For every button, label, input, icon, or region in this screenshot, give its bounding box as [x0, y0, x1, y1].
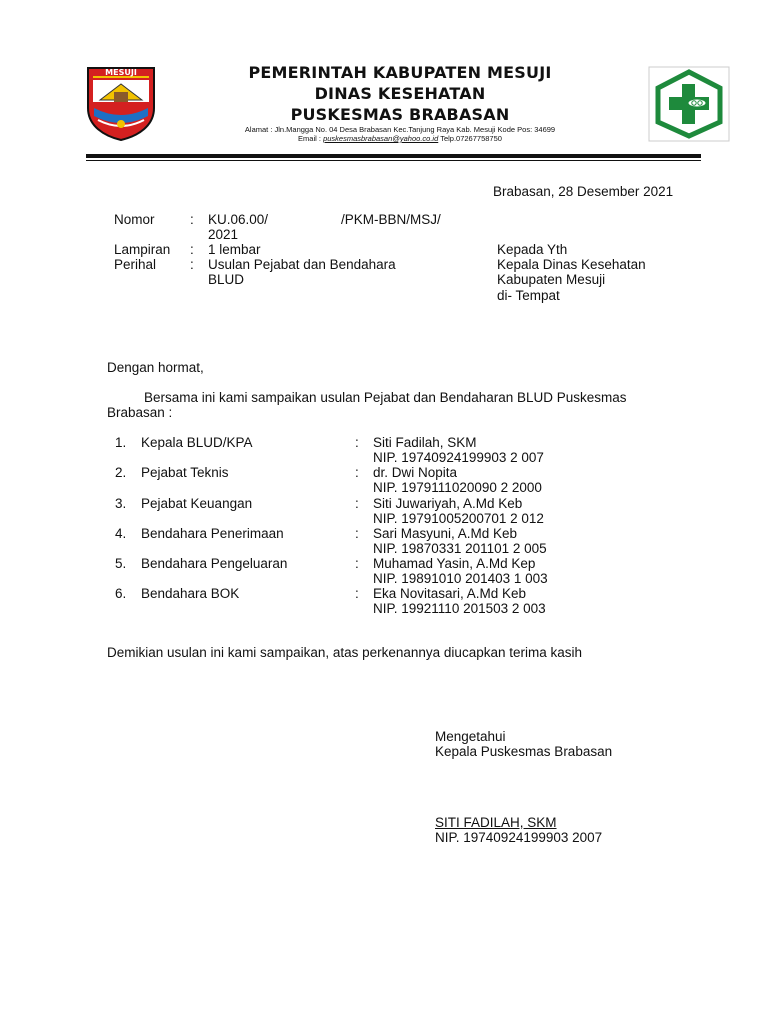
list-person-nip: NIP. 19791005200701 2 012 — [373, 511, 544, 526]
list-role: Kepala BLUD/KPA — [141, 435, 253, 450]
signature-line-1: Mengetahui — [435, 729, 506, 744]
list-number: 1. — [115, 435, 127, 450]
signatory-nip: NIP. 19740924199903 2007 — [435, 830, 603, 845]
list-number: 6. — [115, 586, 127, 601]
header-rule-thick — [86, 154, 701, 158]
nomor-value-1: KU.06.00/ — [208, 212, 269, 227]
list-person-name: dr. Dwi Nopita — [373, 465, 458, 480]
list-role: Bendahara Pengeluaran — [141, 556, 288, 571]
perihal-value-2: BLUD — [208, 272, 245, 287]
list-person-name: Eka Novitasari, A.Md Keb — [373, 586, 527, 601]
list-person-nip: NIP. 19740924199903 2 007 — [373, 450, 544, 465]
header-address: Alamat : Jln.Mangga No. 04 Desa Brabasan Kec.Tanjung Raya Kab. Mesuji Kode Pos: 34699 — [244, 125, 556, 134]
list-colon: : — [355, 586, 359, 601]
header-rule-thin — [86, 160, 701, 161]
perihal-colon: : — [190, 257, 194, 272]
recipient-line-1: Kepada Yth — [497, 242, 568, 257]
list-person-nip: NIP. 19891010 201403 1 003 — [373, 571, 548, 586]
list-colon: : — [355, 465, 359, 480]
list-colon: : — [355, 556, 359, 571]
list-role: Bendahara Penerimaan — [141, 526, 284, 541]
signatory-name: SITI FADILAH, SKM — [435, 815, 557, 830]
list-number: 5. — [115, 556, 127, 571]
list-colon: : — [355, 435, 359, 450]
list-person-nip: NIP. 19870331 201101 2 005 — [373, 541, 547, 556]
recipient-line-2: Kepala Dinas Kesehatan — [497, 257, 646, 272]
recipient-line-3: Kabupaten Mesuji — [497, 272, 606, 287]
list-colon: : — [355, 526, 359, 541]
perihal-value-1: Usulan Pejabat dan Bendahara — [208, 257, 396, 272]
letter-date: Brabasan, 28 Desember 2021 — [493, 184, 674, 199]
lampiran-value: 1 lembar — [208, 242, 261, 257]
nomor-colon: : — [190, 212, 194, 227]
nomor-value-2: /PKM-BBN/MSJ/ — [341, 212, 441, 227]
list-role: Pejabat Keuangan — [141, 496, 253, 511]
header-line-3: PUSKESMAS BRABASAN — [290, 105, 510, 124]
list-person-name: Siti Fadilah, SKM — [373, 435, 477, 450]
intro-line-1: Bersama ini kami sampaikan usulan Pejabat dan Bendaharan BLUD Puskesmas — [144, 390, 627, 405]
phone-number: Telp.07267758750 — [438, 134, 502, 143]
list-person-nip: NIP. 19921110 201503 2 003 — [373, 601, 546, 616]
email-label: Email : — [298, 134, 324, 143]
list-person-name: Siti Juwariyah, A.Md Keb — [373, 496, 523, 511]
list-number: 3. — [115, 496, 127, 511]
list-role: Bendahara BOK — [141, 586, 240, 601]
list-number: 4. — [115, 526, 127, 541]
signature-line-2: Kepala Puskesmas Brabasan — [435, 744, 613, 759]
header-contact — [200, 134, 600, 143]
header-line-1: PEMERINTAH KABUPATEN MESUJI — [248, 63, 552, 82]
perihal-label: Perihal — [114, 257, 157, 272]
email-link[interactable]: puskesmasbrabasan@yahoo.co.id — [323, 134, 439, 143]
list-number: 2. — [115, 465, 127, 480]
header-line-2: DINAS KESEHATAN — [314, 84, 486, 103]
intro-line-2: Brabasan : — [107, 405, 173, 420]
emblem-label: MESUJI — [105, 68, 137, 77]
greeting: Dengan hormat, — [107, 360, 204, 375]
list-colon: : — [355, 496, 359, 511]
lampiran-colon: : — [190, 242, 194, 257]
closing-sentence: Demikian usulan ini kami sampaikan, atas perkenannya diucapkan terima kasih — [107, 645, 582, 660]
list-person-name: Sari Masyuni, A.Md Keb — [373, 526, 518, 541]
nomor-year: 2021 — [208, 227, 239, 242]
recipient-line-4: di- Tempat — [497, 288, 560, 303]
lampiran-label: Lampiran — [114, 242, 171, 257]
nomor-label: Nomor — [114, 212, 155, 227]
list-role: Pejabat Teknis — [141, 465, 229, 480]
list-person-name: Muhamad Yasin, A.Md Kep — [373, 556, 536, 571]
mesuji-emblem-logo — [84, 64, 158, 142]
list-person-nip: NIP. 1979111020090 2 2000 — [373, 480, 542, 495]
puskesmas-logo — [648, 66, 730, 142]
